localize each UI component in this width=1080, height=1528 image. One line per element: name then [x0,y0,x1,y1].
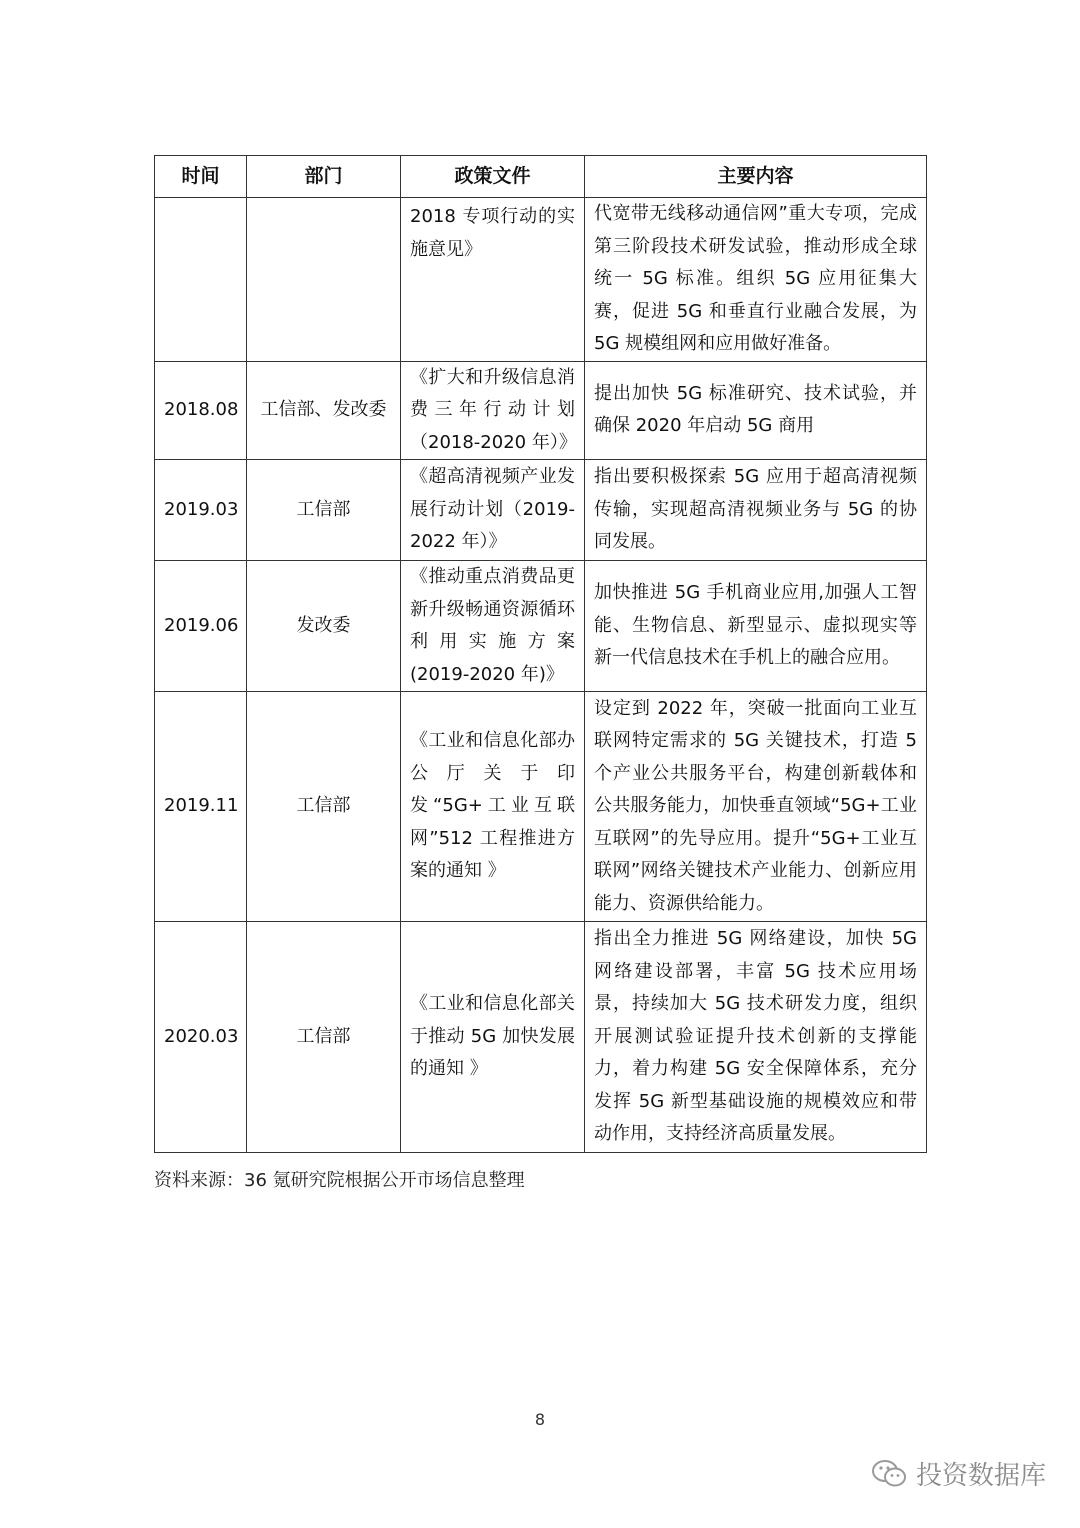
header-time: 时间 [155,156,247,198]
cell-doc: 《超高清视频产业发展行动计划（2019-2022 年）》 [401,460,585,561]
table-row [155,922,927,1153]
cell-doc: 《工业和信息化部办公厅关于印发“5G+工业互联网”512 工程推进方案的通知 》 [401,692,585,922]
cell-time [155,198,247,362]
page-number: 8 [534,1410,546,1429]
source-note: 资料来源：36 氪研究院根据公开市场信息整理 [154,1170,525,1191]
cell-time: 2020.03 [155,922,247,1153]
wechat-icon [872,1459,908,1489]
cell-dept: 工信部 [247,460,401,561]
cell-content: 指出全力推进 5G 网络建设，加快 5G 网络建设部署，丰富 5G 技术应用场景，持续加大 5G 技术研发力度，组织开展测试验证提升技术创新的支撑能力，着力构建 5G 安全保障体系，充分发挥 5G 新型基础设施的规模效应和带动作用，支持经济高质量发展。 [585,922,927,1153]
header-doc: 政策文件 [401,156,585,198]
header-dept: 部门 [247,156,401,198]
cell-time: 2019.03 [155,460,247,561]
cell-time: 2018.08 [155,361,247,460]
cell-doc: 《扩大和升级信息消费三年行动计划（2018-2020 年）》 [401,361,585,460]
header-content: 主要内容 [585,156,927,198]
cell-time: 2019.06 [155,561,247,692]
cell-content: 提出加快 5G 标准研究、技术试验，并确保 2020 年启动 5G 商用 [585,361,927,460]
cell-dept: 工信部、发改委 [247,361,401,460]
table-row [155,692,927,922]
cell-time: 2019.11 [155,692,247,922]
cell-content: 指出要积极探索 5G 应用于超高清视频传输，实现超高清视频业务与 5G 的协同发展。 [585,460,927,561]
cell-dept: 工信部 [247,692,401,922]
table-row [155,561,927,692]
cell-doc: 《推动重点消费品更新升级畅通资源循环利用实施方案(2019-2020 年)》 [401,561,585,692]
cell-doc: 2018 专项行动的实施意见》 [401,198,585,362]
watermark-label: 投资数据库 [916,1461,1047,1491]
cell-dept [247,198,401,362]
table-row [155,198,927,362]
cell-doc: 《工业和信息化部关于推动 5G 加快发展的通知 》 [401,922,585,1153]
policy-table [154,155,927,1153]
cell-content: 代宽带无线移动通信网”重大专项，完成第三阶段技术研发试验，推动形成全球统一 5G 标准。组织 5G 应用征集大赛，促进 5G 和垂直行业融合发展，为 5G 规模组网和应用做好准备。 [585,198,927,362]
table-row [155,460,927,561]
cell-dept: 工信部 [247,922,401,1153]
cell-dept: 发改委 [247,561,401,692]
cell-content: 加快推进 5G 手机商业应用,加强人工智能、生物信息、新型显示、虚拟现实等新一代信息技术在手机上的融合应用。 [585,561,927,692]
table-header-row [155,156,927,198]
table-row [155,361,927,460]
watermark [872,1455,1046,1492]
cell-content: 设定到 2022 年，突破一批面向工业互联网特定需求的 5G 关键技术，打造 5 个产业公共服务平台，构建创新载体和公共服务能力，加快垂直领域“5G+工业互联网”的先导应用。提升“5G+工业互联网”网络关键技术产业能力、创新应用能力、资源供给能力。 [585,692,927,922]
